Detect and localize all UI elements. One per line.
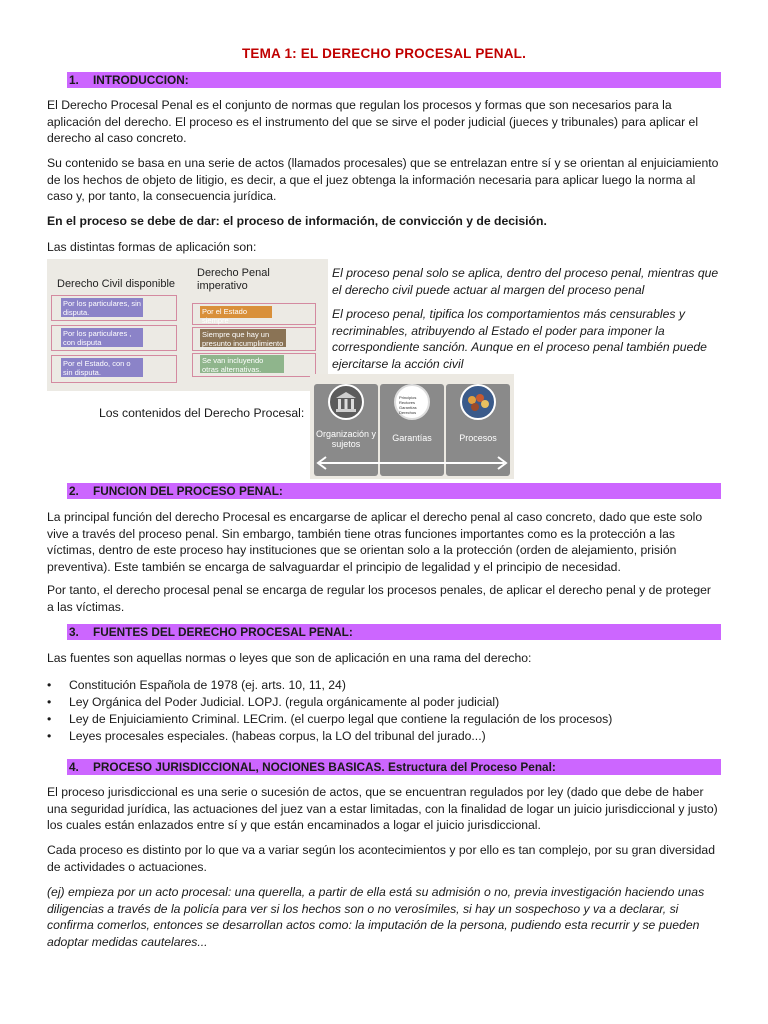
section-heading-proceso [67,759,721,775]
section-label: FUENTES DEL DERECHO PROCESAL PENAL: [93,625,353,639]
list-item-text: Ley Orgánica del Poder Judicial. LOPJ. (regula orgánicamente al poder judicial) [69,695,500,709]
bullet-icon: • [47,678,52,692]
page-title: TEMA 1: EL DERECHO PROCESAL PENAL. [241,46,527,61]
courthouse-icon [330,386,362,418]
proceso-paragraph-1: El proceso jurisdiccional es una serie o sucesión de actos, que se encuentran regulados por ley (dado que debe de haber una seguridad jurídica, las actuaciones del juez van a estar limitadas, con la finalidad de logar un juicio jurisdiccional y justo) los cuales están enlazados entre sí y que están encaminados a logar el juicio jurisdiccional. [47,785,718,832]
list-item-text: Ley de Enjuiciamiento Criminal. LECrim. (el cuerpo legal que contiene la regulación de los procesos) [69,712,613,726]
proceso-paragraph-3: (ej) empieza por un acto procesal: una querella, a partir de ella está su admisión o no, previa investigación haciendo unas diligencias a través de la policía para ver si los hechos son o no verosímiles, si hay un sospechoso y va a declarar, si confirma comerlos, entonces se desarrollan actos como: la imputación de la persona, pudiendo esta recurrir y se pueden adoptar medidas cautelares... [47,885,705,949]
list-item [47,694,721,711]
intro-paragraph-4: Las distintas formas de aplicación son: [47,240,257,254]
intro-paragraph-3: En el proceso se debe de dar: el proceso de información, de convicción y de decisión. [47,214,547,228]
courthouse-icon [328,384,364,420]
list-item [47,728,721,745]
list-item [47,677,721,694]
section-heading-funcion [67,483,721,499]
bullet-icon: • [47,712,52,726]
bullet-icon: • [47,695,52,709]
intro-paragraph-1: El Derecho Procesal Penal es el conjunto de normas que regulan los procesos y formas que son necesarios para la aplicación del derecho. El proceso es el instrumento del que se sirve el poder judicial (jueces y tribunales) para aplicar el derecho al caso concreto. [47,98,699,145]
list-item-text: Leyes procesales especiales. (habeas corpus, la LO del tribunal del jurado...) [69,729,486,743]
fuentes-intro: Las fuentes son aquellas normas o leyes que son de aplicación en una rama del derecho: [47,651,532,665]
civil-vs-penal-diagram [47,259,328,391]
section-label: INTRODUCCION: [93,73,189,87]
circle-caption: Principios Rectores Garantías Derechos [399,395,417,415]
section-heading-fuentes [67,624,721,640]
proceso-paragraph-2: Cada proceso es distinto por lo que va a variar según los acontecimientos y por ello es tan complejo, por su gran diversidad de actividades o actuaciones. [47,843,715,874]
side-note-1: El proceso penal solo se aplica, dentro del proceso penal, mientras que el derecho civil puede actuar al margen del proceso penal [332,266,719,297]
civil-item: Por los particulares, sin disputa. [61,298,143,317]
funcion-paragraph-2: Por tanto, el derecho procesal penal se encarga de regular los procesos penales, de aplicar el derecho penal y de proteger a las víctimas. [47,583,711,614]
intro-paragraph-2: Su contenido se basa en una serie de actos (llamados procesales) que se entrelazan entre sí y se orientan al enjuiciamiento de los hechos de objeto de litigio, es decir, a que el juez obtenga la información necesaria para aplicar luego la norma al caso y, por tanto, la consecuencia jurídica. [47,156,719,203]
section-label: FUNCION DEL PROCESO PENAL: [93,484,283,498]
section-number: 3. [69,625,79,639]
section-number: 1. [69,73,79,87]
label-garantias: Garantías [392,433,432,443]
side-note-2: El proceso penal, tipifica los comportamientos más censurables y recriminables, atribuyendo al Estado el poder para imponer la correspondiente sanción. Aunque en el proceso penal también puede ejercitarse la acción civil [332,307,707,371]
penal-item: Se van incluyendo otras alternativas. [200,355,284,373]
label-procesos: Procesos [459,433,497,443]
penal-item: Por el Estado siempre [200,306,272,318]
penal-item: Siempre que hay un presunto incumplimiento [200,329,286,347]
list-item-text: Constitución Española de 1978 (ej. arts. 10, 11, 24) [69,678,346,692]
crowd-icon [460,384,496,420]
section-number: 4. [69,760,79,774]
section-label: PROCESO JURISDICCIONAL, NOCIONES BASICAS. Estructura del Proceso Penal: [93,760,556,774]
document-icon [394,384,430,420]
contenidos-label: Los contenidos del Derecho Procesal: [99,406,305,420]
section-heading-introduccion [67,72,721,88]
label-organizacion: Organización y sujetos [315,429,377,449]
list-item [47,711,721,728]
civil-item: Por los particulares , con disputa [61,328,143,347]
contenidos-diagram [310,374,514,479]
fuentes-list [47,677,721,745]
civil-item: Por el Estado, con o sin disputa. [61,358,143,377]
double-arrow-icon [314,456,510,470]
bullet-icon: • [47,729,52,743]
crowd-icon [462,386,494,418]
funcion-paragraph-1: La principal función del derecho Procesal es encargarse de aplicar el derecho penal al caso concreto, dado que este solo vive a través del proceso penal. Sin embargo, también tiene otras funciones importantes como es la protección a las víctimas, dentro de este proceso hay instituciones que se orientan solo a la protección (orden de alejamiento, prisión preventiva). Este también se encarga de salvaguardar el principio de legalidad y el principio de necesidad. [47,510,703,574]
section-number: 2. [69,484,79,498]
penal-header: Derecho Penal imperativo [197,267,270,292]
civil-header: Derecho Civil disponible [57,278,176,290]
